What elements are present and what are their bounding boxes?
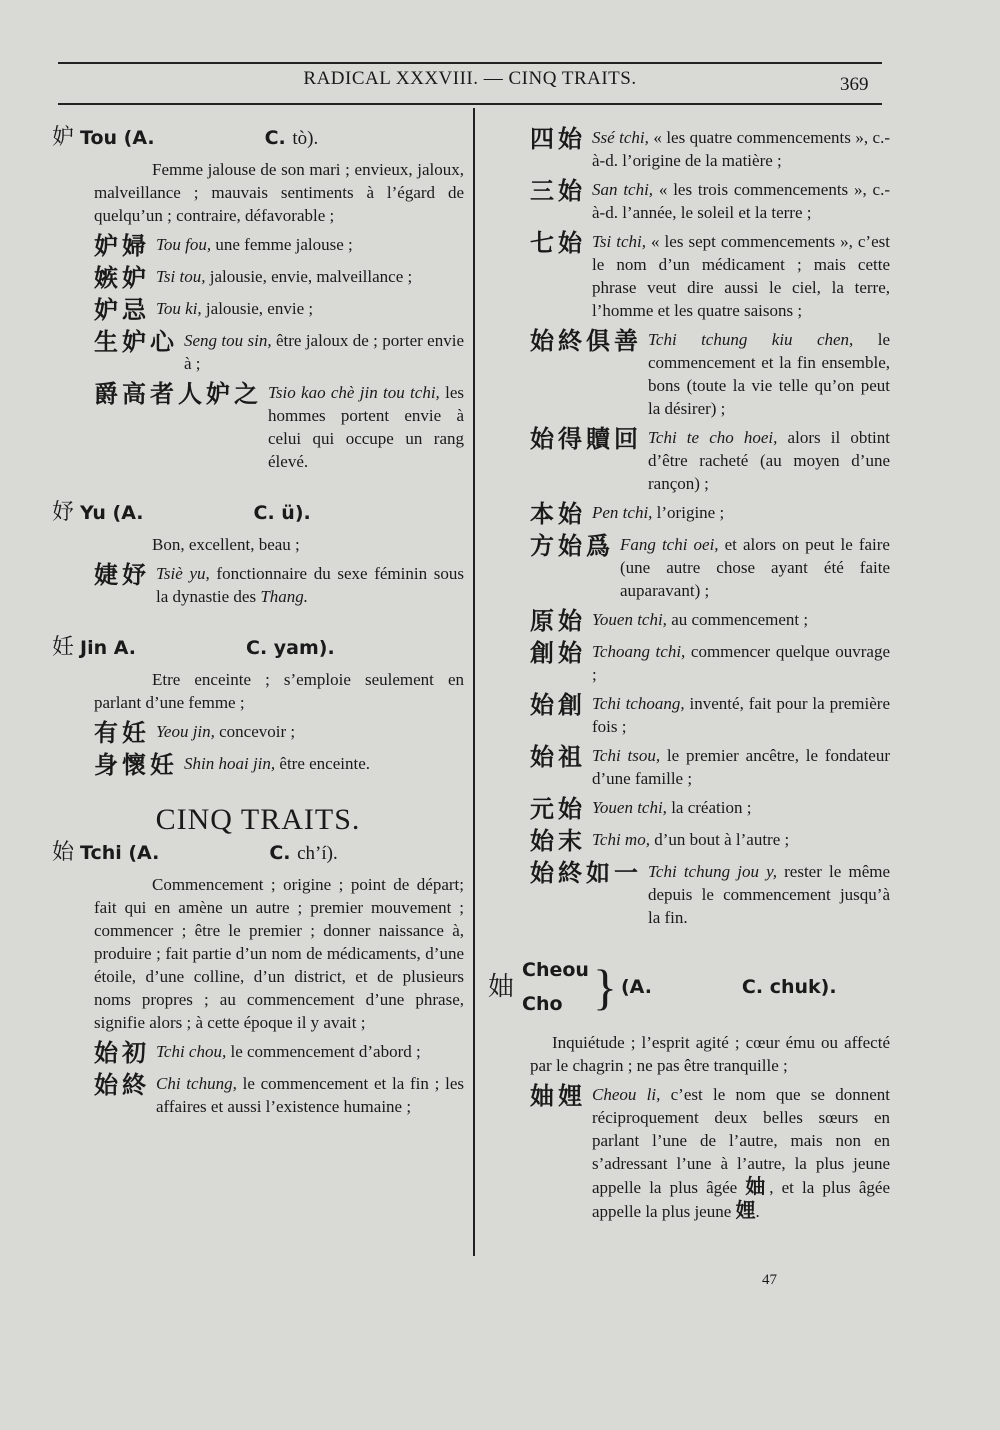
example: 七始 Tsi tchi, « les sept commencements », c’est le nom d’un médicament ; mais cette phrase veut dire aussi le ciel, la terre, l’homme et les quatre saisons ; (530, 229, 890, 320)
example: 始末 Tchi mo, d’un bout à l’autre ; (530, 827, 790, 855)
entry-heading: 妤 Yu (A. C. ü). (52, 500, 311, 525)
example: 生妒心 Seng tou sin, être jaloux de ; porter envie à ; (94, 328, 464, 373)
entry-tchi (52, 841, 464, 1118)
example: 元始 Youen tchi, la création ; (530, 795, 752, 823)
entry-character: 妒 (52, 125, 75, 150)
example: 始得贖回 Tchi te cho hoei, alors il obtint d’être racheté (au moyen d’une rançon) ; (530, 425, 890, 493)
entry-character: 始 (52, 840, 75, 865)
example: 妯娌 Cheou li, c’est le nom que se donnent réciproquement deux belles sœurs en parlant l’une de l’autre, mais non en s’adressant l’une à l’autre, la plus jeune appelle la plus âgée 妯, et la plus âgée appelle la plus jeune 娌. (530, 1082, 891, 1222)
right-examples (530, 126, 890, 929)
example: 有妊 Yeou jin, concevoir ; (94, 719, 296, 747)
readings: Cheou Cho (522, 959, 589, 1015)
header-rule-bottom (58, 103, 882, 105)
example: 身懷妊 Shin hoai jin, être enceinte. (94, 751, 371, 779)
example: 始初 Tchi chou, le commencement d’abord ; (94, 1039, 421, 1067)
entry-heading: 妯 Cheou Cho } (A. C. chuk). (488, 953, 890, 1021)
entry-body (94, 533, 464, 608)
example: 婕妤 Tsiè yu, fonctionnaire du sexe féminin sous la dynastie des Thang. (94, 561, 464, 606)
example: 妒忌 Tou ki, jalousie, envie ; (94, 296, 314, 324)
entry-heading: 妊 Jin A. C. yam). (52, 635, 335, 660)
example: 三始 San tchi, « les trois commencements », c.-à-d. l’année, le soleil et la terre ; (530, 177, 890, 222)
example: 始祖 Tchi tsou, le premier ancêtre, le fondateur d’une famille ; (530, 743, 890, 788)
entry-character: 妊 (52, 635, 75, 660)
running-head: RADICAL XXXVIII. — CINQ TRAITS. (303, 68, 637, 89)
example: 方始爲 Fang tchi oei, et alors on peut le faire (une autre chose ayant été faite auparavant) ; (530, 532, 890, 600)
left-column (52, 120, 464, 1120)
definition: Femme jalouse de son mari ; envieux, jaloux, malveillance ; mauvais sentiments à l’égard de quelqu’un ; contraire, défavorable ; (94, 160, 464, 225)
definition: Commencement ; origine ; point de départ; fait qui en amène un autre ; premier mouvement ; commencer ; être le premier ; donner naissance à, produire ; fait partie d’un nom de médicaments, d’une étoile, d’une colline, d’un district, et de plusieurs noms propres ; au commencement d’une phrase, signifie alors ; à cette époque il y avait ; (94, 875, 464, 1032)
signature-mark: 47 (762, 1272, 777, 1288)
example: 始終俱善 Tchi tchung kiu chen, le commencement et la fin ensemble, bons (toute la vie telle qu’on peut la désirer) ; (530, 327, 890, 418)
example: 嫉妒 Tsi tou, jalousie, envie, malveillance ; (94, 264, 413, 292)
example: 妒婦 Tou fou, une femme jalouse ; (94, 232, 353, 260)
example: 始終 Chi tchung, le commencement et la fin ; les affaires et aussi l’existence humaine ; (94, 1071, 464, 1116)
entry-body (94, 158, 464, 473)
definition: Etre enceinte ; s’emploie seulement en parlant d’une femme ; (94, 670, 464, 712)
definition: Bon, excellent, beau ; (152, 535, 300, 554)
example: 本始 Pen tchi, l’origine ; (530, 500, 725, 528)
entry-character: 妤 (52, 500, 75, 525)
entry-heading: 始 Tchi (A. C. ch’í). (52, 840, 338, 865)
example: 創始 Tchoang tchi, commencer quelque ouvrage ; (530, 639, 890, 684)
header-rule-top (58, 62, 882, 64)
entry-jin (52, 636, 464, 778)
right-column (488, 120, 891, 1225)
page-number: 369 (840, 74, 869, 95)
section-title: CINQ TRAITS. (155, 803, 361, 836)
entry-heading: 妒 Tou (A. C. tò). (52, 125, 319, 150)
entry-yu (52, 501, 464, 608)
example: 四始 Ssé tchi, « les quatre commencements », c.-à-d. l’origine de la matière ; (530, 125, 890, 170)
example: 爵高者人妒之 Tsio kao chè jin tou tchi, les hommes portent envie à celui qui occupe un rang élevé. (94, 380, 465, 471)
brace-glyph: } (592, 959, 617, 1015)
definition: Inquiétude ; l’esprit agité ; cœur ému ou affecté par le chagrin ; ne pas être tranquille ; (530, 1033, 890, 1075)
column-divider (473, 108, 475, 1256)
example: 始創 Tchi tchoang, inventé, fait pour la première fois ; (530, 691, 890, 736)
entry-character: 妯 (488, 971, 515, 1002)
example: 始終如一 Tchi tchung jou y, rester le même depuis le commencement jusqu’à la fin. (530, 859, 891, 927)
entry-tou (52, 126, 464, 473)
example: 原始 Youen tchi, au commencement ; (530, 607, 809, 635)
entry-body (94, 873, 464, 1118)
entry-body (94, 668, 464, 778)
entry-cheou (488, 953, 891, 1223)
